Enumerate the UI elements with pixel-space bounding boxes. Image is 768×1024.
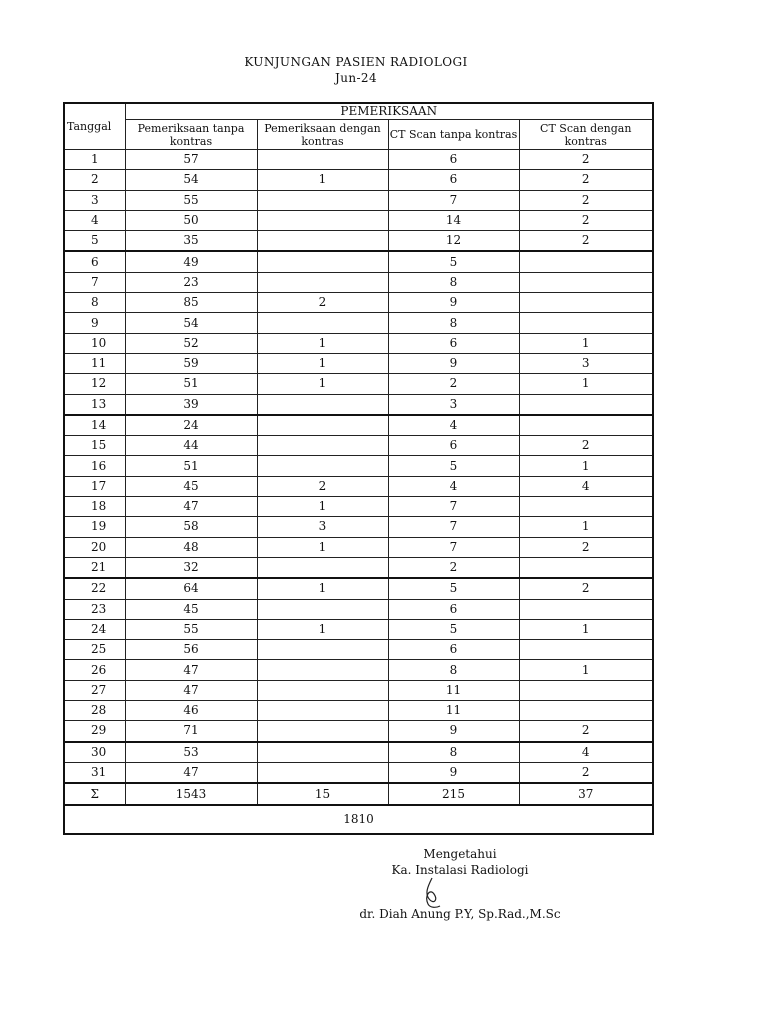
row-cell-col-1: 47 bbox=[125, 660, 257, 680]
row-cell-col-4: 1 bbox=[519, 619, 653, 639]
row-cell-col-3: 5 bbox=[388, 619, 519, 639]
row-cell-col-4 bbox=[519, 313, 653, 333]
row-day: 22 bbox=[64, 578, 125, 599]
row-cell-col-4: 2 bbox=[519, 190, 653, 210]
row-cell-col-4 bbox=[519, 557, 653, 578]
table-row bbox=[64, 150, 653, 170]
row-cell-col-3: 8 bbox=[388, 660, 519, 680]
table-row bbox=[64, 293, 653, 313]
row-day: 9 bbox=[64, 313, 125, 333]
row-cell-col-4 bbox=[519, 293, 653, 313]
table-row bbox=[64, 599, 653, 619]
row-cell-col-2: 1 bbox=[257, 497, 388, 517]
row-cell-col-1: 48 bbox=[125, 537, 257, 557]
document-period: Jun-24 bbox=[335, 71, 377, 85]
row-cell-col-4: 1 bbox=[519, 660, 653, 680]
row-day: 11 bbox=[64, 353, 125, 373]
row-cell-col-3: 6 bbox=[388, 150, 519, 170]
row-cell-col-4: 2 bbox=[519, 537, 653, 557]
row-cell-col-1: 85 bbox=[125, 293, 257, 313]
row-cell-col-3: 11 bbox=[388, 701, 519, 721]
row-cell-col-2 bbox=[257, 436, 388, 456]
row-cell-col-4: 1 bbox=[519, 456, 653, 476]
row-cell-col-1: 50 bbox=[125, 210, 257, 230]
table-row bbox=[64, 353, 653, 373]
row-cell-col-4 bbox=[519, 415, 653, 436]
row-cell-col-4 bbox=[519, 640, 653, 660]
row-day: 24 bbox=[64, 619, 125, 639]
row-cell-col-3: 9 bbox=[388, 762, 519, 783]
table-row bbox=[64, 476, 653, 496]
table-row bbox=[64, 210, 653, 230]
row-cell-col-1: 46 bbox=[125, 701, 257, 721]
row-cell-col-1: 35 bbox=[125, 231, 257, 252]
table-row bbox=[64, 517, 653, 537]
row-cell-col-4 bbox=[519, 599, 653, 619]
row-cell-col-1: 52 bbox=[125, 333, 257, 353]
row-cell-col-2 bbox=[257, 272, 388, 292]
table-row bbox=[64, 170, 653, 190]
row-day: 16 bbox=[64, 456, 125, 476]
row-cell-col-4: 4 bbox=[519, 742, 653, 763]
row-day: 18 bbox=[64, 497, 125, 517]
row-cell-col-4: 3 bbox=[519, 353, 653, 373]
signature-acknowledge: Mengetahui bbox=[423, 847, 497, 861]
row-cell-col-1: 47 bbox=[125, 680, 257, 700]
table-row bbox=[64, 497, 653, 517]
row-cell-col-3: 2 bbox=[388, 374, 519, 394]
row-cell-col-1: 59 bbox=[125, 353, 257, 373]
document-title: KUNJUNGAN PASIEN RADIOLOGI bbox=[244, 55, 468, 69]
row-cell-col-4 bbox=[519, 394, 653, 415]
row-day: 6 bbox=[64, 251, 125, 272]
row-cell-col-2 bbox=[257, 640, 388, 660]
row-cell-col-3: 8 bbox=[388, 742, 519, 763]
row-cell-col-2: 1 bbox=[257, 578, 388, 599]
row-cell-col-1: 47 bbox=[125, 497, 257, 517]
row-cell-col-3: 7 bbox=[388, 537, 519, 557]
table-row bbox=[64, 190, 653, 210]
row-cell-col-3: 6 bbox=[388, 333, 519, 353]
row-cell-col-4: 1 bbox=[519, 517, 653, 537]
row-cell-col-2 bbox=[257, 557, 388, 578]
row-cell-col-4 bbox=[519, 701, 653, 721]
row-cell-col-2 bbox=[257, 415, 388, 436]
row-cell-col-1: 56 bbox=[125, 640, 257, 660]
table-row bbox=[64, 415, 653, 436]
row-cell-col-1: 57 bbox=[125, 150, 257, 170]
signature-position: Ka. Instalasi Radiologi bbox=[391, 863, 529, 877]
row-cell-col-1: 39 bbox=[125, 394, 257, 415]
row-cell-col-3: 4 bbox=[388, 415, 519, 436]
header-pemeriksaan: PEMERIKSAAN bbox=[125, 103, 653, 120]
row-cell-col-2 bbox=[257, 394, 388, 415]
row-cell-col-1: 51 bbox=[125, 374, 257, 394]
table-row bbox=[64, 701, 653, 721]
row-cell-col-3: 12 bbox=[388, 231, 519, 252]
row-cell-col-1: 54 bbox=[125, 313, 257, 333]
row-day: 30 bbox=[64, 742, 125, 763]
row-cell-col-4: 1 bbox=[519, 333, 653, 353]
row-cell-col-3: 5 bbox=[388, 251, 519, 272]
row-cell-col-1: 47 bbox=[125, 762, 257, 783]
row-cell-col-2 bbox=[257, 456, 388, 476]
row-cell-col-2 bbox=[257, 762, 388, 783]
row-day: 21 bbox=[64, 557, 125, 578]
row-cell-col-3: 5 bbox=[388, 456, 519, 476]
row-cell-col-3: 9 bbox=[388, 293, 519, 313]
row-cell-col-2 bbox=[257, 660, 388, 680]
row-cell-col-3: 6 bbox=[388, 599, 519, 619]
row-cell-col-4: 2 bbox=[519, 578, 653, 599]
row-day: 25 bbox=[64, 640, 125, 660]
row-day: 31 bbox=[64, 762, 125, 783]
row-cell-col-1: 44 bbox=[125, 436, 257, 456]
row-cell-col-2 bbox=[257, 150, 388, 170]
table-row bbox=[64, 557, 653, 578]
row-cell-col-3: 2 bbox=[388, 557, 519, 578]
row-cell-col-2: 3 bbox=[257, 517, 388, 537]
row-cell-col-1: 32 bbox=[125, 557, 257, 578]
row-cell-col-1: 49 bbox=[125, 251, 257, 272]
row-cell-col-3: 7 bbox=[388, 497, 519, 517]
visits-table bbox=[63, 102, 654, 835]
header-col-2: Pemeriksaan dengan kontras bbox=[257, 120, 388, 150]
row-cell-col-4 bbox=[519, 497, 653, 517]
row-cell-col-2 bbox=[257, 251, 388, 272]
row-cell-col-2: 1 bbox=[257, 619, 388, 639]
row-cell-col-1: 58 bbox=[125, 517, 257, 537]
row-day: 4 bbox=[64, 210, 125, 230]
row-cell-col-4 bbox=[519, 272, 653, 292]
row-day: 28 bbox=[64, 701, 125, 721]
row-cell-col-2: 1 bbox=[257, 333, 388, 353]
row-cell-col-1: 53 bbox=[125, 742, 257, 763]
row-cell-col-1: 24 bbox=[125, 415, 257, 436]
header-col-1: Pemeriksaan tanpa kontras bbox=[125, 120, 257, 150]
row-day: 13 bbox=[64, 394, 125, 415]
sum-col-2: 15 bbox=[257, 783, 388, 805]
row-cell-col-4: 2 bbox=[519, 436, 653, 456]
row-cell-col-2: 2 bbox=[257, 293, 388, 313]
row-cell-col-4: 2 bbox=[519, 231, 653, 252]
table-row bbox=[64, 721, 653, 742]
table-row bbox=[64, 272, 653, 292]
row-cell-col-3: 14 bbox=[388, 210, 519, 230]
row-day: 2 bbox=[64, 170, 125, 190]
header-col-4: CT Scan dengan kontras bbox=[519, 120, 653, 150]
row-day: 19 bbox=[64, 517, 125, 537]
row-day: 23 bbox=[64, 599, 125, 619]
table-row bbox=[64, 436, 653, 456]
row-cell-col-2 bbox=[257, 313, 388, 333]
sum-col-3: 215 bbox=[388, 783, 519, 805]
row-cell-col-1: 23 bbox=[125, 272, 257, 292]
row-cell-col-2: 1 bbox=[257, 170, 388, 190]
row-cell-col-2 bbox=[257, 721, 388, 742]
row-cell-col-3: 4 bbox=[388, 476, 519, 496]
sum-col-1: 1543 bbox=[125, 783, 257, 805]
row-day: 26 bbox=[64, 660, 125, 680]
row-cell-col-4: 2 bbox=[519, 170, 653, 190]
row-cell-col-2 bbox=[257, 680, 388, 700]
row-day: 27 bbox=[64, 680, 125, 700]
row-day: 14 bbox=[64, 415, 125, 436]
sum-label: Σ bbox=[64, 783, 125, 805]
row-cell-col-3: 11 bbox=[388, 680, 519, 700]
row-day: 17 bbox=[64, 476, 125, 496]
row-cell-col-2: 1 bbox=[257, 353, 388, 373]
row-cell-col-3: 9 bbox=[388, 353, 519, 373]
sum-row bbox=[64, 783, 653, 805]
row-day: 15 bbox=[64, 436, 125, 456]
header-col-3: CT Scan tanpa kontras bbox=[388, 120, 519, 150]
table-row bbox=[64, 333, 653, 353]
row-cell-col-4: 2 bbox=[519, 762, 653, 783]
row-cell-col-2: 2 bbox=[257, 476, 388, 496]
table-row bbox=[64, 313, 653, 333]
table-row bbox=[64, 660, 653, 680]
row-day: 12 bbox=[64, 374, 125, 394]
row-cell-col-2: 1 bbox=[257, 537, 388, 557]
sum-col-4: 37 bbox=[519, 783, 653, 805]
row-cell-col-4: 1 bbox=[519, 374, 653, 394]
row-cell-col-3: 5 bbox=[388, 578, 519, 599]
row-cell-col-2 bbox=[257, 701, 388, 721]
header-tanggal: Tanggal bbox=[64, 103, 125, 150]
table-row bbox=[64, 619, 653, 639]
row-cell-col-3: 6 bbox=[388, 436, 519, 456]
signature-name: dr. Diah Anung P.Y, Sp.Rad.,M.Sc bbox=[359, 907, 561, 921]
row-cell-col-3: 9 bbox=[388, 721, 519, 742]
table-row bbox=[64, 456, 653, 476]
row-cell-col-2 bbox=[257, 210, 388, 230]
row-cell-col-4: 2 bbox=[519, 721, 653, 742]
row-cell-col-1: 64 bbox=[125, 578, 257, 599]
table-row bbox=[64, 374, 653, 394]
row-cell-col-1: 45 bbox=[125, 476, 257, 496]
row-cell-col-3: 7 bbox=[388, 190, 519, 210]
table-row bbox=[64, 537, 653, 557]
row-cell-col-3: 3 bbox=[388, 394, 519, 415]
row-cell-col-2 bbox=[257, 231, 388, 252]
row-cell-col-3: 8 bbox=[388, 272, 519, 292]
row-day: 20 bbox=[64, 537, 125, 557]
table-row bbox=[64, 680, 653, 700]
handwritten-signature-mark bbox=[418, 876, 448, 910]
row-cell-col-3: 7 bbox=[388, 517, 519, 537]
row-cell-col-2 bbox=[257, 742, 388, 763]
row-cell-col-1: 71 bbox=[125, 721, 257, 742]
row-cell-col-4 bbox=[519, 680, 653, 700]
row-cell-col-4: 2 bbox=[519, 210, 653, 230]
row-cell-col-4 bbox=[519, 251, 653, 272]
row-cell-col-2 bbox=[257, 190, 388, 210]
row-day: 5 bbox=[64, 231, 125, 252]
row-day: 1 bbox=[64, 150, 125, 170]
row-cell-col-1: 54 bbox=[125, 170, 257, 190]
table-row bbox=[64, 231, 653, 252]
row-cell-col-4: 2 bbox=[519, 150, 653, 170]
grand-total: 1810 bbox=[64, 805, 653, 834]
row-cell-col-1: 51 bbox=[125, 456, 257, 476]
table-row bbox=[64, 578, 653, 599]
table-row bbox=[64, 742, 653, 763]
row-cell-col-1: 55 bbox=[125, 619, 257, 639]
row-day: 3 bbox=[64, 190, 125, 210]
table-row bbox=[64, 762, 653, 783]
row-day: 10 bbox=[64, 333, 125, 353]
table-body bbox=[64, 150, 653, 784]
row-cell-col-1: 55 bbox=[125, 190, 257, 210]
row-cell-col-3: 6 bbox=[388, 170, 519, 190]
row-cell-col-4: 4 bbox=[519, 476, 653, 496]
grand-total-row bbox=[64, 805, 653, 834]
row-day: 7 bbox=[64, 272, 125, 292]
row-cell-col-1: 45 bbox=[125, 599, 257, 619]
table-row bbox=[64, 251, 653, 272]
row-cell-col-3: 6 bbox=[388, 640, 519, 660]
row-day: 29 bbox=[64, 721, 125, 742]
row-cell-col-3: 8 bbox=[388, 313, 519, 333]
row-day: 8 bbox=[64, 293, 125, 313]
table-row bbox=[64, 640, 653, 660]
row-cell-col-2 bbox=[257, 599, 388, 619]
table-row bbox=[64, 394, 653, 415]
row-cell-col-2: 1 bbox=[257, 374, 388, 394]
